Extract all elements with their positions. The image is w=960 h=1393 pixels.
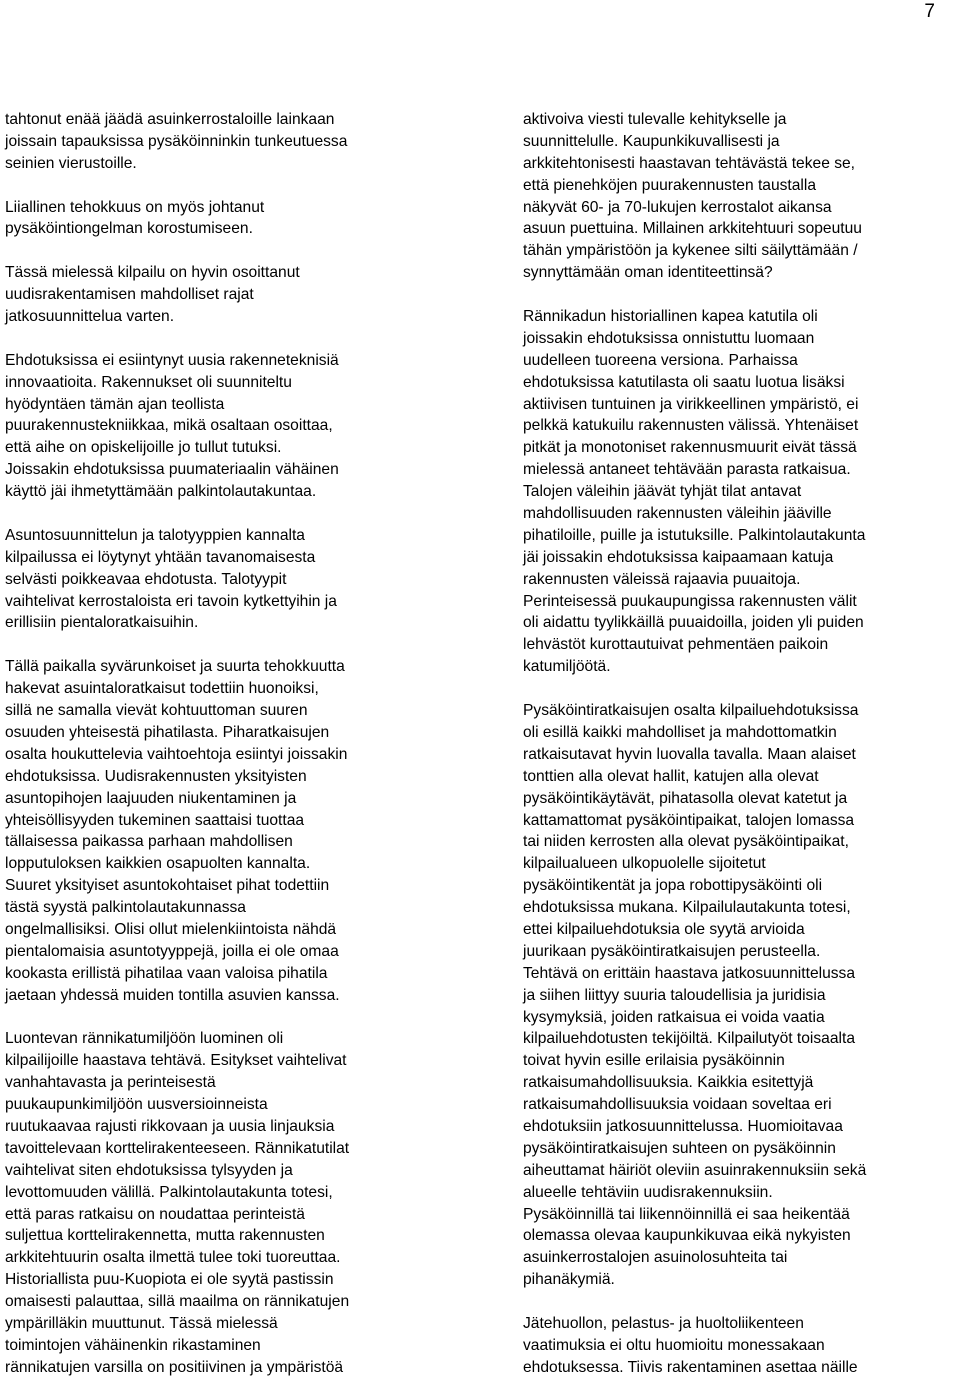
text-line: toimintojen vähäinenkin rikastaminen [5, 1336, 261, 1354]
text-line: kysymyksiä, joiden ratkaisua ei voida vaatia [523, 1008, 825, 1026]
text-line: pihatiloille, puille ja istutuksille. Palkintolautakunta [523, 526, 866, 544]
text-line [5, 1007, 445, 1029]
text-line: pysäköintikäytävät, pihatasolla olevat katetut ja [523, 789, 848, 807]
text-line [5, 175, 445, 197]
text-line: tai niiden kerrosten alla olevat pysäköintipaikat, [523, 833, 849, 851]
text-line: ratkaisumahdollisuuksia voidaan soveltaa eri [523, 1096, 832, 1114]
text-line: kilpailuehdotusten tekijöiltä. Kilpailutyöt toisaalta [523, 1030, 855, 1048]
text-line: että pienehköjen puurakennusten taustalla [523, 176, 817, 194]
text-line: mielessä antaneet tehtävään parasta ratkaisua. [523, 461, 851, 479]
text-line: jatkosuunnittelua varten. [5, 308, 175, 326]
text-line: jäi joissakin ehdotuksissa kaipaamaan katuja [523, 548, 834, 566]
text-line [523, 284, 960, 306]
text-line: ruutukaavaa rajusti rikkovaan ja uusia linjauksia [5, 1117, 335, 1135]
text-line: Asuntosuunnittelun ja talotyyppien kannalta [5, 526, 305, 544]
text-line: juurikaan pysäköintiratkaisujen perusteella. [523, 942, 821, 960]
text-line: arkkitehtuurin osalta ilmettä tulee toki tuoreuttaa. [5, 1249, 341, 1267]
text-line: sillä ne samalla vievät kohtuuttoman suuren [5, 702, 308, 720]
text-line: lehvästöt kurottautuivat pehmentäen paikoin [523, 636, 829, 654]
text-line: Pysäköinnillä tai liikennöinnillä ei saa heikentää [523, 1205, 850, 1223]
text-line: katumiljöötä. [523, 658, 611, 676]
text-line: pitkät ja monotoniset rakennusmuurit eivät tässä [523, 439, 857, 457]
text-line: Tässä mielessä kilpailu on hyvin osoittanut [5, 264, 300, 282]
text-line: ratkaisutavat hyvin luovalla tavalla. Maan alaiset [523, 745, 856, 763]
text-line: toivat hyvin esille erilaisia pysäköinnin [523, 1052, 785, 1070]
text-line: tahtonut enää jäädä asuinkerrostaloille lainkaan [5, 111, 335, 128]
text-line: ettei kilpailuehdotuksia ole syytä arvioida [523, 920, 805, 938]
text-line: oli esillä kaikki mahdolliset ja mahdottomatkin [523, 723, 837, 741]
text-line: seinien vierustoille. [5, 154, 137, 172]
text-line: arkkitehtonisesti haastavan tehtävästä tekee se, [523, 154, 855, 172]
text-line: synnyttämään oman identiteettinsä? [523, 264, 773, 282]
text-line: asuntopihojen laajuuden niukentaminen ja [5, 789, 297, 807]
text-line: pihanäkymiä. [523, 1271, 615, 1289]
text-line: jaetaan yhdessä muiden tontilla asuvien kanssa. [5, 986, 340, 1004]
text-line: lopputuloksen kaikkien osapuolten kannalta. [5, 855, 311, 873]
text-line [523, 1291, 960, 1313]
text-line: Pysäköintiratkaisujen osalta kilpailuehdotuksissa [523, 702, 859, 720]
text-line: kilpailijoille haastava tehtävä. Esitykset vaihtelivat [5, 1052, 347, 1070]
text-line: Jätehuollon, pelastus- ja huoltoliikenteen [523, 1314, 804, 1332]
text-line: innovaatioita. Rakennukset oli suunniteltu [5, 373, 292, 391]
text-line: tällaisessa paikassa parhaan mahdollisen [5, 833, 293, 851]
text-line: ehdotuksiin jatkosuunnittelussa. Huomioitavaa [523, 1117, 843, 1135]
text-line: ehdotuksissa katutilasta oli saatu luotua lisäksi [523, 373, 845, 391]
text-line: asuun puettuina. Millainen arkkitehtuuri sopeutuu [523, 220, 862, 238]
text-line: aktiivisen tuntuinen ja virikkeellinen ympäristö, ei [523, 395, 859, 413]
text-line: aiheuttamat häiriöt oleviin asuinrakennuksiin sekä [523, 1161, 867, 1179]
text-line: puukaupunkimiljöön uusversioinneista [5, 1096, 268, 1114]
text-line: ja siihen liittyy suuria taloudellisia ja juridisia [523, 986, 826, 1004]
text-line [5, 328, 445, 350]
text-line: ongelmallisiksi. Olisi ollut mielenkiintoista nähdä [5, 920, 337, 938]
text-line: asuinkerrostalojen asuinolosuhteita tai [523, 1249, 788, 1267]
text-line: Ehdotuksissa ei esiintynyt uusia rakenneteknisiä [5, 351, 339, 369]
text-line: joissakin ehdotuksissa onnistuttu luomaan [523, 329, 815, 347]
text-line: hyödyntäen tämän ajan teollista [5, 395, 225, 413]
text-line: kattamattomat pysäköintipaikat, talojen lomassa [523, 811, 855, 829]
text-line: ehdotuksessa. Tiivis rakentaminen asettaa näille [523, 1358, 858, 1376]
text-line: alueelle tehtäviin uudisrakennuksiin. [523, 1183, 773, 1201]
text-line: Suuret yksityiset asuntokohtaiset pihat todettiin [5, 877, 330, 895]
text-line: puurakennustekniikkaa, mikä osaltaan osoittaa, [5, 417, 333, 435]
text-line: käyttö jäi ihmetyttämään palkintolautakuntaa. [5, 483, 317, 501]
text-line: kookasta erillistä pihatilaa vaan valoisa pihatila [5, 964, 328, 982]
text-line: pelkkä katukuilu rakennusten välissä. Yhtenäiset [523, 417, 859, 435]
text-line: erillisiin pientaloratkaisuihin. [5, 614, 199, 632]
text-line: aktivoiva viesti tulevalle kehitykselle ja [523, 111, 787, 128]
text-line: ehdotuksissa mukana. Kilpailulautakunta totesi, [523, 899, 851, 917]
text-line: että aihe on opiskelijoille jo tullut tutuksi. [5, 439, 282, 457]
text-line: tähän ympäristöön ja kykenee silti säilyttämään / [523, 242, 858, 260]
page-number: 7 [924, 1, 935, 22]
text-line: suunnittelulle. Kaupunkikuvallisesti ja [523, 132, 780, 150]
text-line: Historiallista puu-Kuopiota ei ole syytä pastissin [5, 1271, 334, 1289]
text-line: kilpailussa ei löytynyt yhtään tavanomaisesta [5, 548, 316, 566]
text-line [5, 503, 445, 525]
text-line: rakennusten väleissä rajaavia puuaitoja. [523, 570, 801, 588]
text-line: hakevat asuintaloratkaisut todettiin huonoiksi, [5, 680, 319, 698]
text-line: selvästi poikkeavaa ehdotusta. Talotyypit [5, 570, 287, 588]
right-column [523, 109, 960, 1379]
text-line: Luontevan rännikatumiljöön luominen oli [5, 1030, 284, 1048]
text-line: Tällä paikalla syvärunkoiset ja suurta tehokkuutta [5, 658, 345, 676]
text-line: yhteisöllisyyden tukeminen saattaisi tuottaa [5, 811, 305, 829]
text-line: olemassa olevaa kaupunkikuvaa eikä nykyisten [523, 1227, 851, 1245]
text-line: että paras ratkaisu on noudattaa perinteistä [5, 1205, 305, 1223]
text-line: pysäköintiratkaisujen suhteen on pysäköinnin [523, 1139, 836, 1157]
text-line: tästä syystä palkintolautakunnassa [5, 899, 246, 917]
text-line: Talojen väleihin jäävät tyhjät tilat antavat [523, 483, 802, 501]
text-line: uudelleen tuoreena versiona. Parhaissa [523, 351, 798, 369]
text-line: kilpailualueen ulkopuolelle sijoitetut [523, 855, 766, 873]
text-line: tonttien alla olevat hallit, katujen alla olevat [523, 767, 819, 785]
text-line: Rännikadun historiallinen kapea katutila oli [523, 308, 818, 326]
text-line: tavoittelevaan korttelirakenteeseen. Rännikatutilat [5, 1139, 350, 1157]
text-line: osuuden yhteisestä pihatilasta. Piharatkaisujen [5, 723, 330, 741]
text-line [5, 240, 445, 262]
text-line: pysäköintiongelman korostumiseen. [5, 220, 253, 238]
text-line: joissain tapauksissa pysäköinninkin tunkeutuessa [5, 132, 348, 150]
text-line: ehdotuksissa. Uudisrakennusten yksityisten [5, 767, 307, 785]
text-line [5, 634, 445, 656]
text-line: vanhahtavasta ja perinteisestä [5, 1074, 216, 1092]
text-line: Tehtävä on erittäin haastava jatkosuunnittelussa [523, 964, 856, 982]
text-line: pysäköintikentät ja jopa robottipysäköinti oli [523, 877, 823, 895]
text-line: vaihtelivat siten ehdotuksissa tylsyyden ja [5, 1161, 293, 1179]
text-line: Perinteisessä puukaupungissa rakennusten välit [523, 592, 857, 610]
text-line: vaatimuksia ei oltu huomioitu monessakaan [523, 1336, 825, 1354]
text-line: pientalomaisia asuntotyyppejä, joilla ei ole omaa [5, 942, 339, 960]
text-line [523, 678, 960, 700]
text-line: rännikatujen varsilla on positiivinen ja ympäristöä [5, 1358, 344, 1376]
text-line: levottomuuden välillä. Palkintolautakunta totesi, [5, 1183, 333, 1201]
text-line: mahdollisuuden rakennusten väleihin jääville [523, 505, 832, 523]
text-line: oli aidattu tyylikkäillä puuaidoilla, joiden yli puiden [523, 614, 864, 632]
left-column [5, 109, 445, 1379]
text-line: ympärilläkin muuttunut. Tässä mielessä [5, 1314, 278, 1332]
text-line: osalta houkuttelevia vaihtoehtoja esiintyi joissakin [5, 745, 348, 763]
text-line: vaihtelivat kerrostaloista eri tavoin kytkettyihin ja [5, 592, 337, 610]
text-line: uudisrakentamisen mahdolliset rajat [5, 286, 254, 304]
text-line: näkyvät 60- ja 70-lukujen kerrostalot aikansa [523, 198, 832, 216]
text-line: Liiallinen tehokkuus on myös johtanut [5, 198, 265, 216]
text-line: suljettua korttelirakennetta, mutta rakennusten [5, 1227, 325, 1245]
text-line: ratkaisumahdollisuuksia. Kaikkia esitettyjä [523, 1074, 814, 1092]
text-line: omaisesti palauttaa, sillä maailma on rännikatujen [5, 1293, 350, 1311]
text-line: Joissakin ehdotuksissa puumateriaalin vähäinen [5, 461, 339, 479]
